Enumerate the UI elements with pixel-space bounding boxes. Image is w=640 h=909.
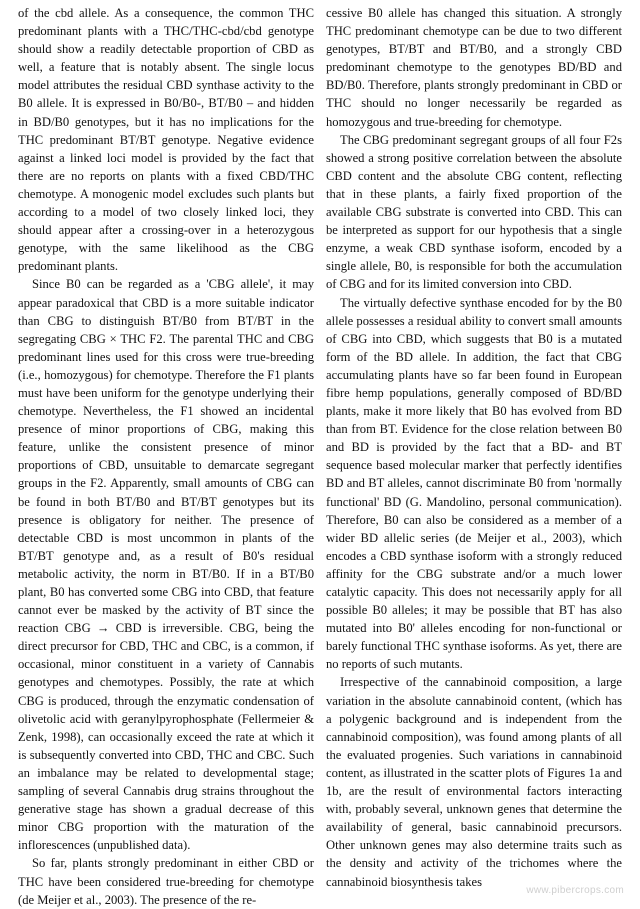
paragraph-right-3: The virtually defective synthase encoded for by the B0 allele possesses a residual ability to convert small amounts of CBG into CBD, which suggests that B0 is a mutated form of the BD allele. In addition, the fact that CBG accumulating plants have so far been found in European fibre hemp populations, generally composed of BD/BD plants, make it more likely that B0 has evolved from BD than from BT. Evidence for the close relation between B0 and BD is provided by the fact that a BD- and BT sequence based molecular marker that perfectly identifies BD and BT alleles, cannot discriminate B0 from 'normally functional' BD (G. Mandolino, personal communication). Therefore, B0 can also be considered as a member of a wider BD allelic series (de Meijer et al., 2003), which encodes a CBD synthase isoform with a strongly reduced affinity for the CBG substrate and/or a much lower catalytic capacity. This does not necessarily apply for all possible B0 alleles; it may be possible that BT has also mutated into B0' alleles encoding for non-functional or barely functional THC synthase isoforms. As yet, there are no reports of such mutants. xyxy=(326,295,622,672)
paragraph-right-4: Irrespective of the cannabinoid composition, a large variation in the absolute cannabinoid content, (which has a polygenic background and is independent from the cannabinoid composition), was found among plants of all the evaluated progenies. Such variations in cannabinoid content, as illustrated in the scatter plots of Figures 1a and 1b, are the result of environmental factors interacting with, probably several, unknown genes that determine the availability of general, basic cannabinoid precursors. Other unknown genes may also determine traits such as the density and activity of the trichomes where the cannabinoid biosynthesis takes xyxy=(326,675,622,889)
paragraph-right-2: The CBG predominant segregant groups of all four F2s showed a strong positive correlation between the absolute CBD content and the absolute CBG content, reflecting that in these plants, a fairly fixed proportion of the available CBG substrate is converted into CBD. This can be interpreted as support for our hypothesis that a single enzyme, a weak CBD synthase isoform, encoded by a single allele, B0, is responsible for both the accumulation of CBG and for its limited conversion into CBD. xyxy=(326,132,622,292)
article-page xyxy=(18,4,622,907)
paragraph-left-2: Since B0 can be regarded as a 'CBG allele', it may appear paradoxical that CBD is a more suitable indicator than CBG to distinguish BT/B0 from BT/BT in the segregating CBG × THC F2. The parental THC and CBG predominant lines used for this cross were true-breeding (i.e., homozygous) for chemotype. Therefore the F1 plants must have been uniform for the genotype underlying their chemotype. Nevertheless, the F1 showed an incidental presence of minor proportions of CBG, making this feature, unlike the consistent presence of minor proportions of CBD, unsuitable to demarcate segregant groups in the F2. Apparently, small amounts of CBG can be found in both BT/B0 and BT/BT genotypes but its presence is obligatory for neither. The presence of detectable CBD is most uncommon in plants of the BT/BT genotype and, as a result of B0's residual metabolic activity, the norm in BT/B0. If in a BT/B0 plant, B0 has converted some CBG into CBD, that feature cannot ever be masked by the activity of BT since the reaction CBG → CBD is irreversible. CBG, being the direct precursor for CBD, THC and CBC, is a common, if occasional, minor constituent in a variety of Cannabis genotypes and chemotypes. Possibly, the rate at which CBG is produced, through the enzymatic condensation of olivetolic acid with geranylpyrophosphate (Fellermeier & Zenk, 1998), can occasionally exceed the rate at which it is subsequently converted into CBD, THC and CBC. Such an imbalance may be related to developmental stage; sampling of several Cannabis drug strains throughout the generative stage has shown a gradual decrease of this minor CBG proportion with the maturation of the inflorescences (unpublished data). xyxy=(18,277,314,853)
paragraph-left-1: of the cbd allele. As a consequence, the common THC predominant plants with a THC/THC-cbd/cbd genotype should show a readily detectable proportion of CBD as well, a feature that is notably absent. The single locus model attributes the residual CBD synthase activity to the B0 allele. It is expressed in B0/B0-, BT/B0 – and hidden in BD/B0 genotypes, but it has no implications for the THC predominant BT/BT genotype. Negative evidence against a linked loci model is provided by the fact that there are no reports on plants with a fixed CBD/THC chemotype. A monogenic model excludes such plants but according to a model of two closely linked loci, they should appear after a crossing-over in a heterozygous genotype, with the same likelihood as the CBG predominant plants. xyxy=(18,6,314,274)
paragraph-left-3: So far, plants strongly predominant in either CBD or THC have been considered true-breeding for chemotype (de Meijer et al., 2003). The presence of the re- xyxy=(18,856,314,907)
site-watermark: www.pibercrops.com xyxy=(526,885,624,896)
left-column xyxy=(18,4,314,907)
right-column xyxy=(326,4,622,896)
paragraph-right-1: cessive B0 allele has changed this situation. A strongly THC predominant chemotype can be due to two different genotypes, BT/BT and BT/B0, and a strongly CBD predominant chemotype to the genotypes BD/BD and BD/B0. Therefore, plants strongly predominant in CBD or THC should no longer necessarily be regarded as homozygous and true-breeding for chemotype. xyxy=(326,6,622,129)
